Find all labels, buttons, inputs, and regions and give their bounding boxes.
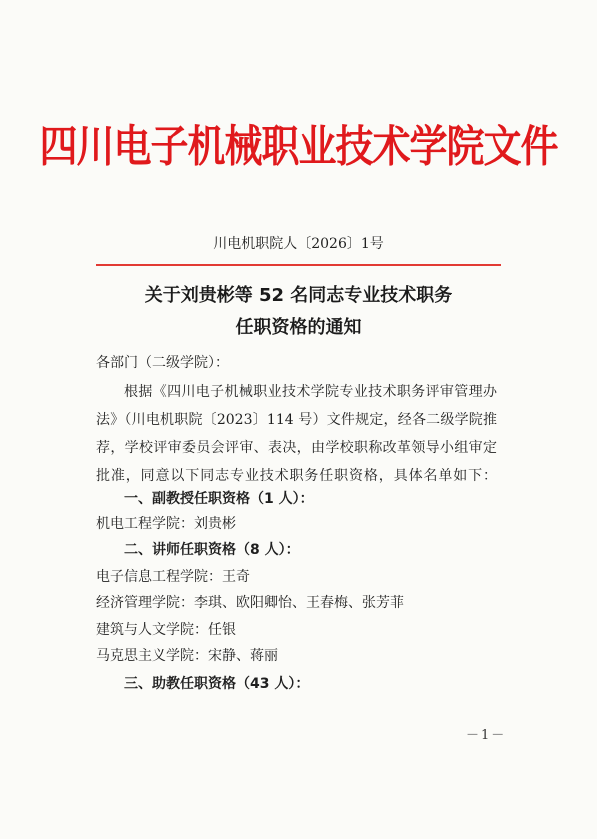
document-number: 川电机职院人〔2026〕1号 — [213, 236, 384, 252]
list-item: 电子信息工程学院：王奇 — [96, 569, 250, 585]
list-item: 马克思主义学院：宋静、蒋丽 — [96, 648, 278, 664]
notice-title-line1: 关于刘贵彬等 52 名同志专业技术职务 — [144, 285, 453, 306]
list-item: 经济管理学院：李琪、欧阳卿怡、王春梅、张芳菲 — [96, 595, 404, 611]
page-number: －1－ — [466, 728, 507, 743]
salutation: 各部门（二级学院）： — [96, 355, 229, 371]
paragraph-line: 法》（川电机职院〔2023〕114 号）文件规定，经各二级学院推 — [96, 412, 497, 428]
document-header-title: 四川电子机械职业技术学院文件 — [39, 120, 558, 173]
section-heading-lecturer: 二、讲师任职资格（8 人）： — [124, 542, 300, 558]
list-item: 机电工程学院：刘贵彬 — [96, 516, 236, 532]
section-heading-teaching-assistant: 三、助教任职资格（43 人）： — [124, 676, 310, 692]
paragraph-line: 根据《四川电子机械职业技术学院专业技术职务评审管理办 — [124, 384, 497, 400]
header-red-rule — [96, 264, 501, 266]
paragraph-line: 荐，学校评审委员会评审、表决，由学校职称改革领导小组审定 — [96, 440, 497, 456]
paragraph-line: 批准，同意以下同志专业技术职务任职资格，具体名单如下： — [96, 468, 497, 484]
notice-title-line2: 任职资格的通知 — [235, 317, 362, 338]
section-heading-associate-professor: 一、副教授任职资格（1 人）： — [124, 491, 314, 507]
list-item: 建筑与人文学院：任银 — [96, 622, 236, 638]
